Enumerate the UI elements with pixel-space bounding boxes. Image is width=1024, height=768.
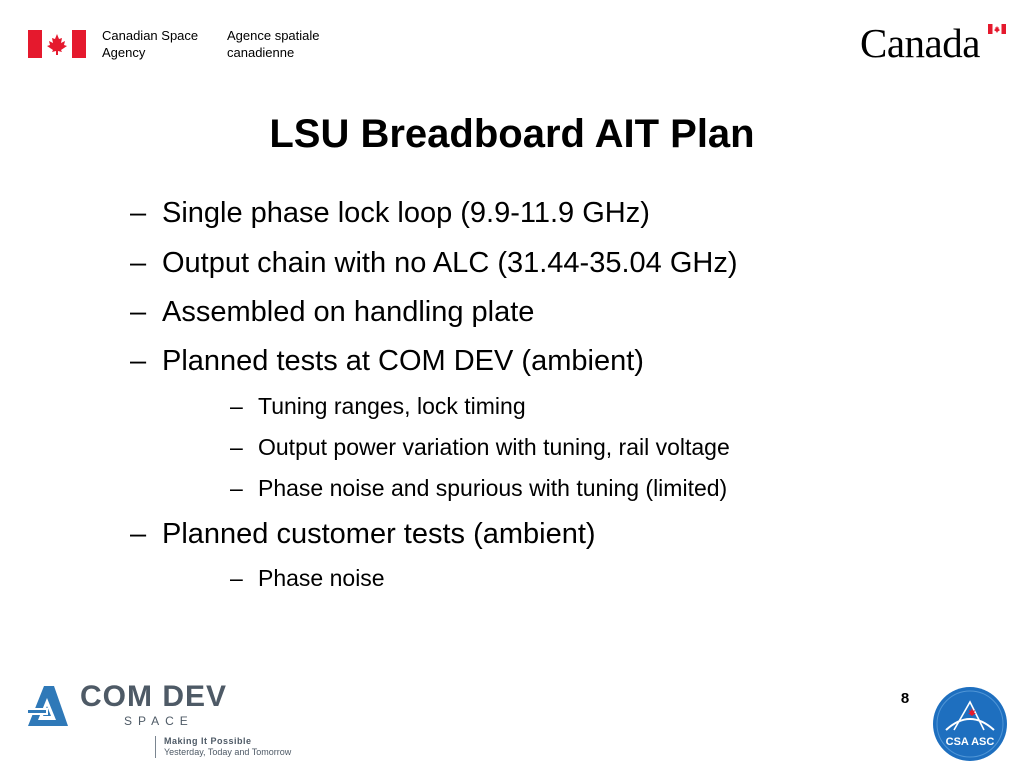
comdev-name: COM DEV: [80, 680, 228, 713]
bullet-text: Single phase lock loop (9.9-11.9 GHz): [162, 197, 650, 229]
slide-title: LSU Breadboard AIT Plan: [269, 112, 755, 156]
csa-logo-text: CSA ASC: [945, 736, 995, 748]
bullet-dash: –: [130, 296, 147, 328]
sub-bullet-item: [230, 474, 727, 502]
comdev-divider: [155, 736, 156, 758]
comdev-triangle-icon: [24, 684, 70, 728]
bullet-dash: –: [230, 475, 243, 501]
csa-asc-roundel-icon: [932, 686, 1008, 762]
bullet-item: [130, 295, 534, 329]
sub-bullet-item: [230, 433, 730, 461]
bullet-text: Planned tests at COM DEV (ambient): [162, 345, 644, 377]
bullet-text: Planned customer tests (ambient): [162, 518, 596, 550]
comdev-tagline-2: Yesterday, Today and Tomorrow: [164, 747, 292, 757]
bullet-text: Output power variation with tuning, rail voltage: [258, 434, 730, 460]
bullet-text: Assembled on handling plate: [162, 296, 535, 328]
comdev-tagline-1: Making It Possible: [164, 736, 252, 746]
comdev-space: SPACE: [124, 714, 194, 728]
comdev-tagline: [164, 736, 291, 758]
bullet-text: Output chain with no ALC (31.44-35.04 GHz): [162, 247, 738, 279]
bullet-item: [130, 517, 596, 551]
canada-wordmark-text: Canada: [860, 20, 980, 66]
sub-bullet-item: [230, 564, 385, 592]
bullet-dash: –: [130, 247, 147, 279]
sub-bullet-item: [230, 392, 526, 420]
bullet-item: [130, 246, 737, 280]
agency-name-fr: Agence spatiale canadienne: [227, 28, 320, 60]
bullet-dash: –: [230, 393, 243, 419]
bullet-text: Phase noise and spurious with tuning (limited): [258, 475, 728, 501]
bullet-dash: –: [130, 518, 147, 550]
page-number: 8: [900, 690, 910, 707]
bullet-dash: –: [130, 197, 147, 229]
comdev-logo: [24, 682, 314, 762]
bullet-text: Tuning ranges, lock timing: [258, 393, 526, 419]
bullet-dash: –: [230, 434, 243, 460]
bullet-dash: –: [230, 565, 243, 591]
bullet-item: [130, 196, 650, 230]
agency-name-en: Canadian Space Agency: [102, 28, 199, 60]
bullet-dash: –: [130, 345, 147, 377]
bullet-text: Phase noise: [258, 565, 385, 591]
bullet-item: [130, 344, 644, 378]
